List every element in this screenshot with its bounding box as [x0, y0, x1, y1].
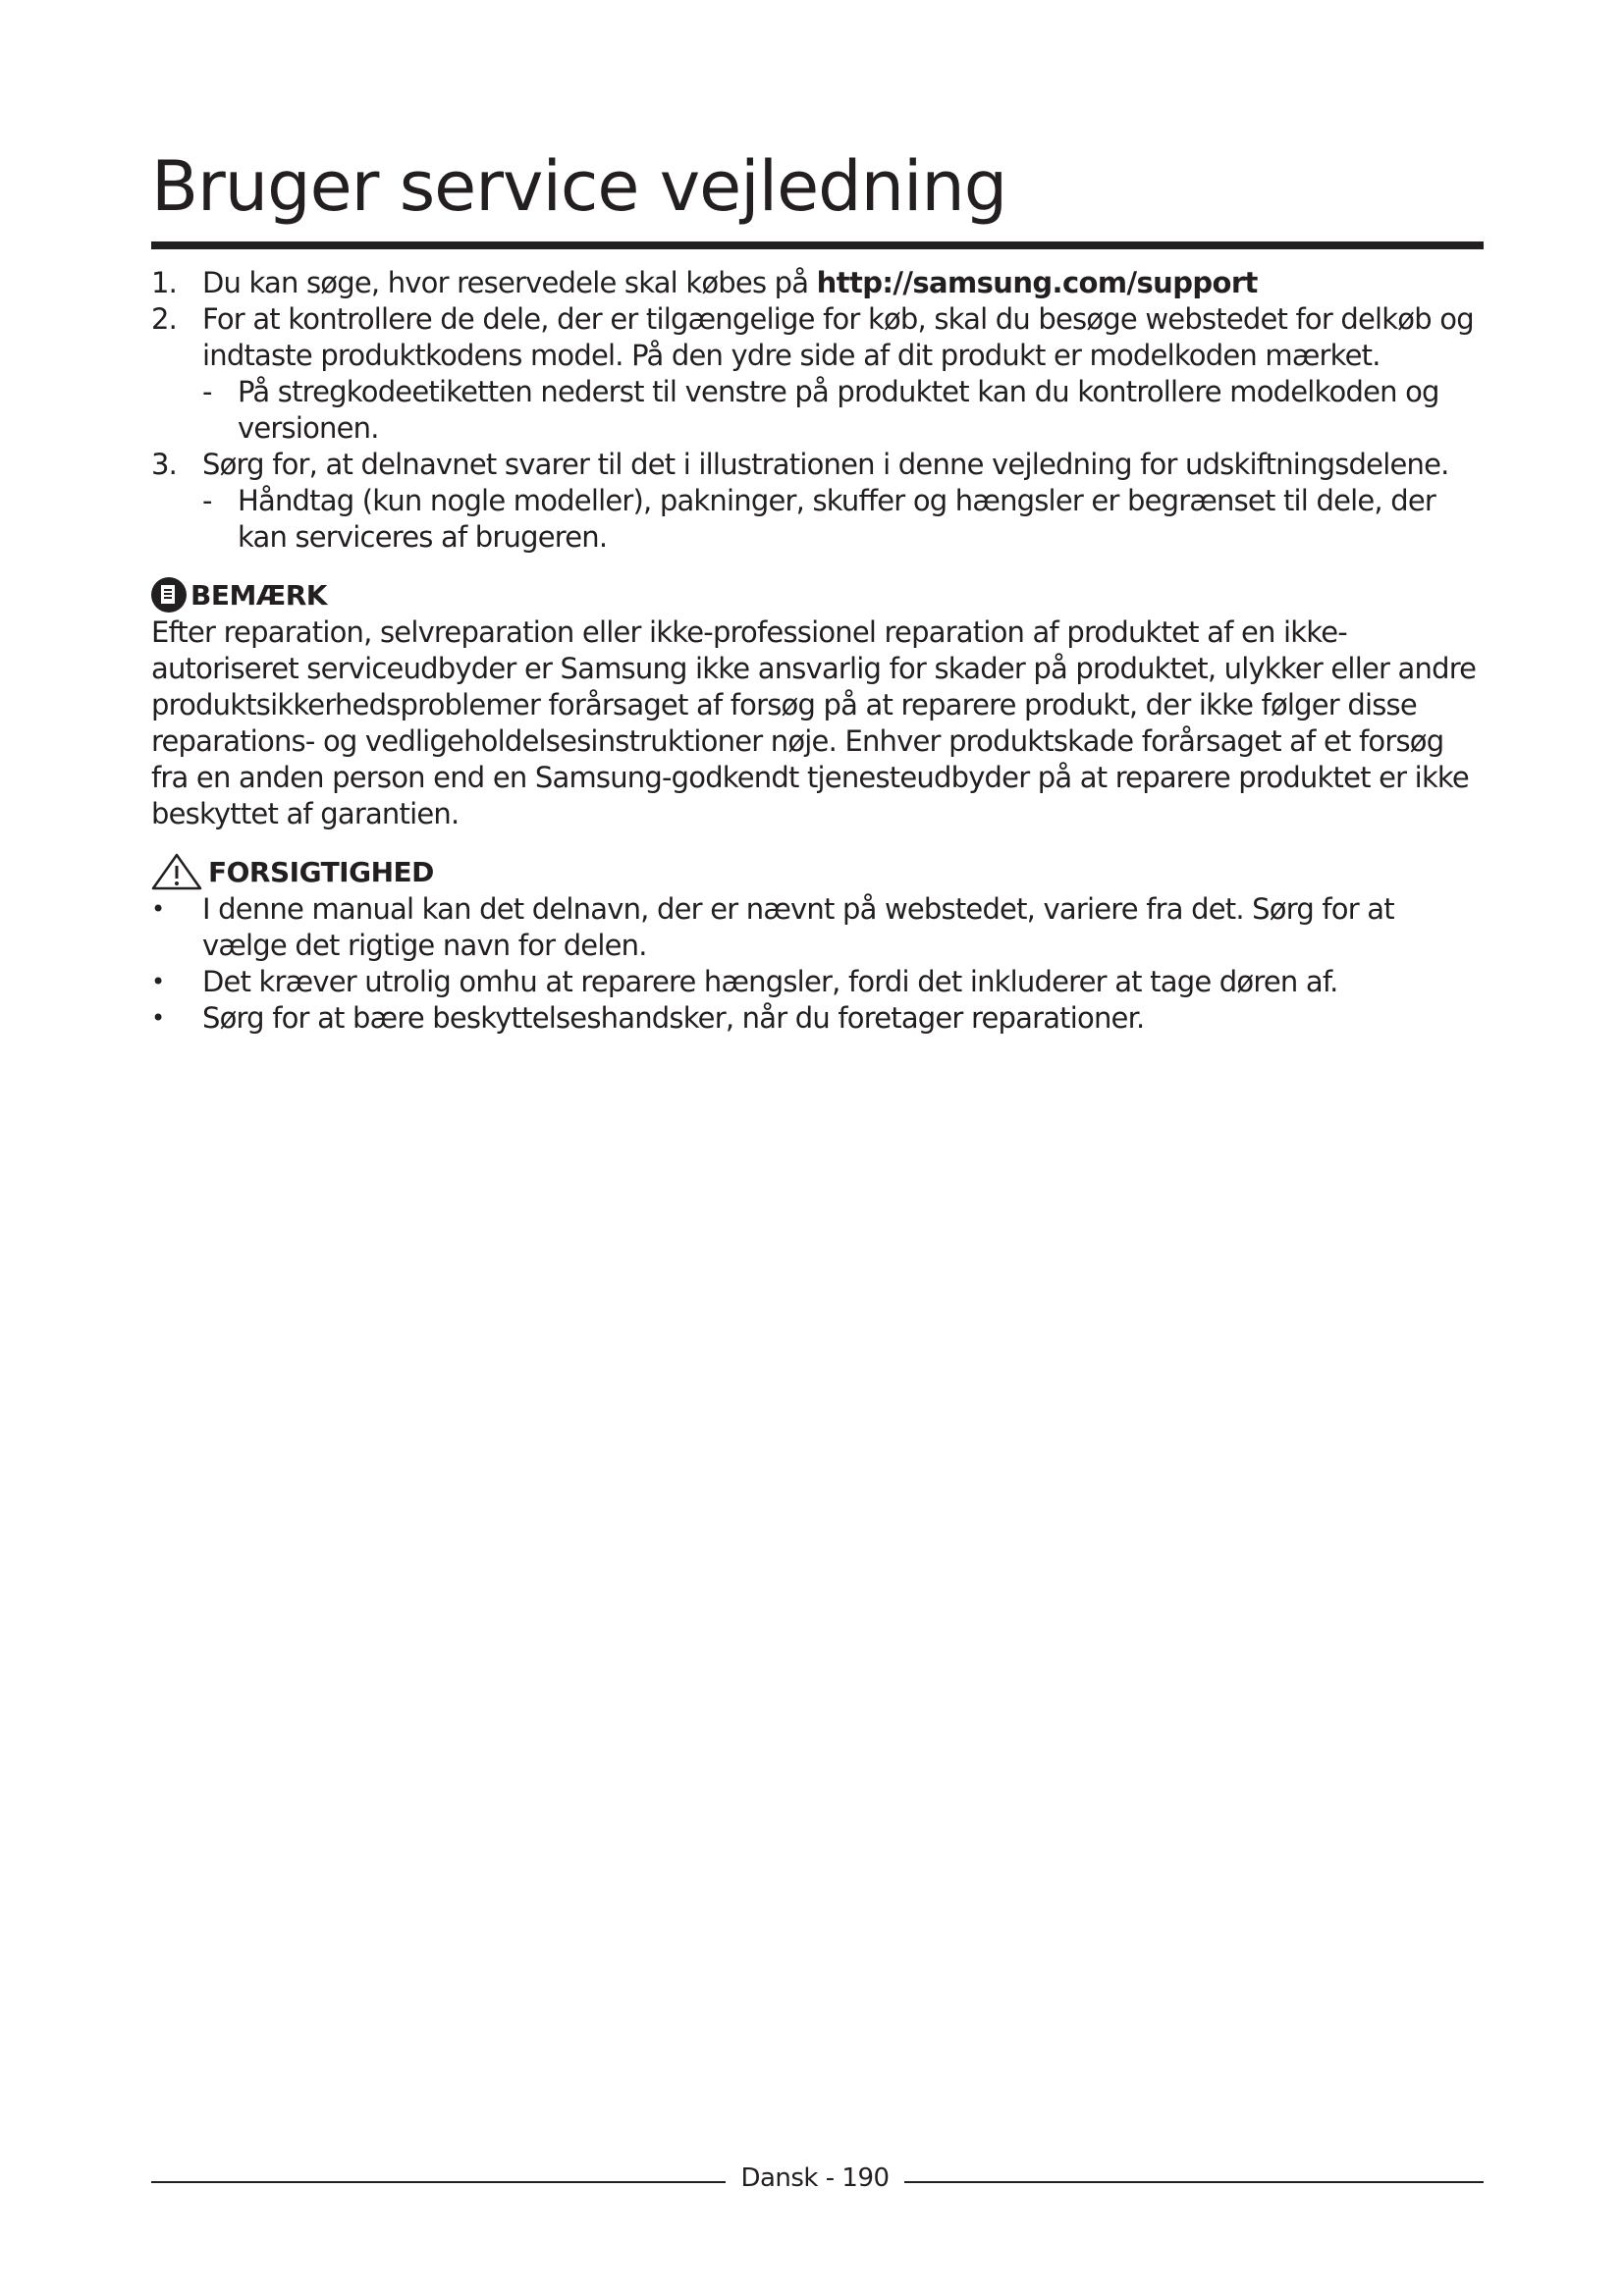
step-text-prefix: Du kan søge, hvor reservedele skal købes på [202, 266, 817, 299]
footer-rule-left [151, 2181, 726, 2183]
step-2-sub [202, 374, 1484, 447]
step-text: For at kontrollere de dele, der er tilgængelige for køb, skal du besøge webstedet for delkøb og indtaste produktkodens model. På den ydre side af dit produkt er modelkoden mærket. [202, 302, 1474, 372]
step-1 [151, 265, 1484, 301]
content [151, 265, 1484, 1037]
page-title: Bruger service vejledning [151, 146, 1007, 227]
caution-list [151, 891, 1484, 1037]
step-number: 2. [151, 302, 178, 336]
bullet-marker: • [151, 1004, 165, 1032]
note-heading: BEMÆRK [190, 578, 327, 612]
step-3-sub [202, 483, 1484, 556]
step-2 [151, 301, 1484, 374]
steps-list [151, 265, 1484, 556]
sub-text: På stregkodeetiketten nederst til venstre på produktet kan du kontrollere modelkoden og versionen. [238, 375, 1439, 445]
support-link[interactable]: http://samsung.com/support [816, 266, 1258, 299]
title-rule [151, 241, 1484, 249]
note-body: Efter reparation, selvreparation eller ikke-professionel reparation af produktet af en ikke-autoriseret serviceudbyder er Samsung ikke ansvarlig for skader på produktet, ulykker eller andre produktsikkerhedsproblemer forårsaget af forsøg på at reparere produkt, der ikke følger disse reparations- og vedligeholdelsesinstruktioner nøje. Enhver produktskade forårsaget af et forsøg fra en anden person end en Samsung-godkendt tjenesteudbyder på at reparere produktet er ikke beskyttet af garantien. [151, 615, 1477, 830]
bullet-marker: • [151, 968, 165, 995]
dash-marker: - [202, 484, 212, 517]
bullet-marker: • [151, 895, 165, 923]
caution-item [151, 1000, 1484, 1037]
sub-text: Håndtag (kun nogle modeller), pakninger, skuffer og hængsler er begrænset til dele, der kan serviceres af brugeren. [238, 484, 1436, 554]
caution-heading-row [151, 852, 1484, 891]
step-3 [151, 447, 1484, 483]
warning-triangle-icon [149, 852, 204, 891]
step-number: 1. [151, 266, 178, 299]
caution-text: Det kræver utrolig omhu at reparere hængsler, fordi det inkluderer at tage døren af. [202, 965, 1338, 998]
footer-rule-right [904, 2181, 1484, 2183]
dash-marker: - [202, 375, 212, 408]
caution-heading: FORSIGTIGHED [208, 855, 434, 888]
note-heading-row [151, 575, 1484, 614]
caution-item [151, 891, 1484, 964]
caution-text: Sørg for at bære beskyttelseshandsker, når du foretager reparationer. [202, 1001, 1145, 1035]
step-text: Sørg for, at delnavnet svarer til det i illustrationen i denne vejledning for udskiftningsdelene. [202, 448, 1449, 481]
step-number: 3. [151, 448, 178, 481]
page-number: Dansk - 190 [740, 2163, 890, 2193]
step-text [202, 265, 1484, 301]
caution-item [151, 964, 1484, 1000]
note-icon [151, 577, 187, 613]
caution-text: I denne manual kan det delnavn, der er nævnt på webstedet, variere fra det. Sørg for at vælge det rigtige navn for delen. [202, 892, 1394, 962]
